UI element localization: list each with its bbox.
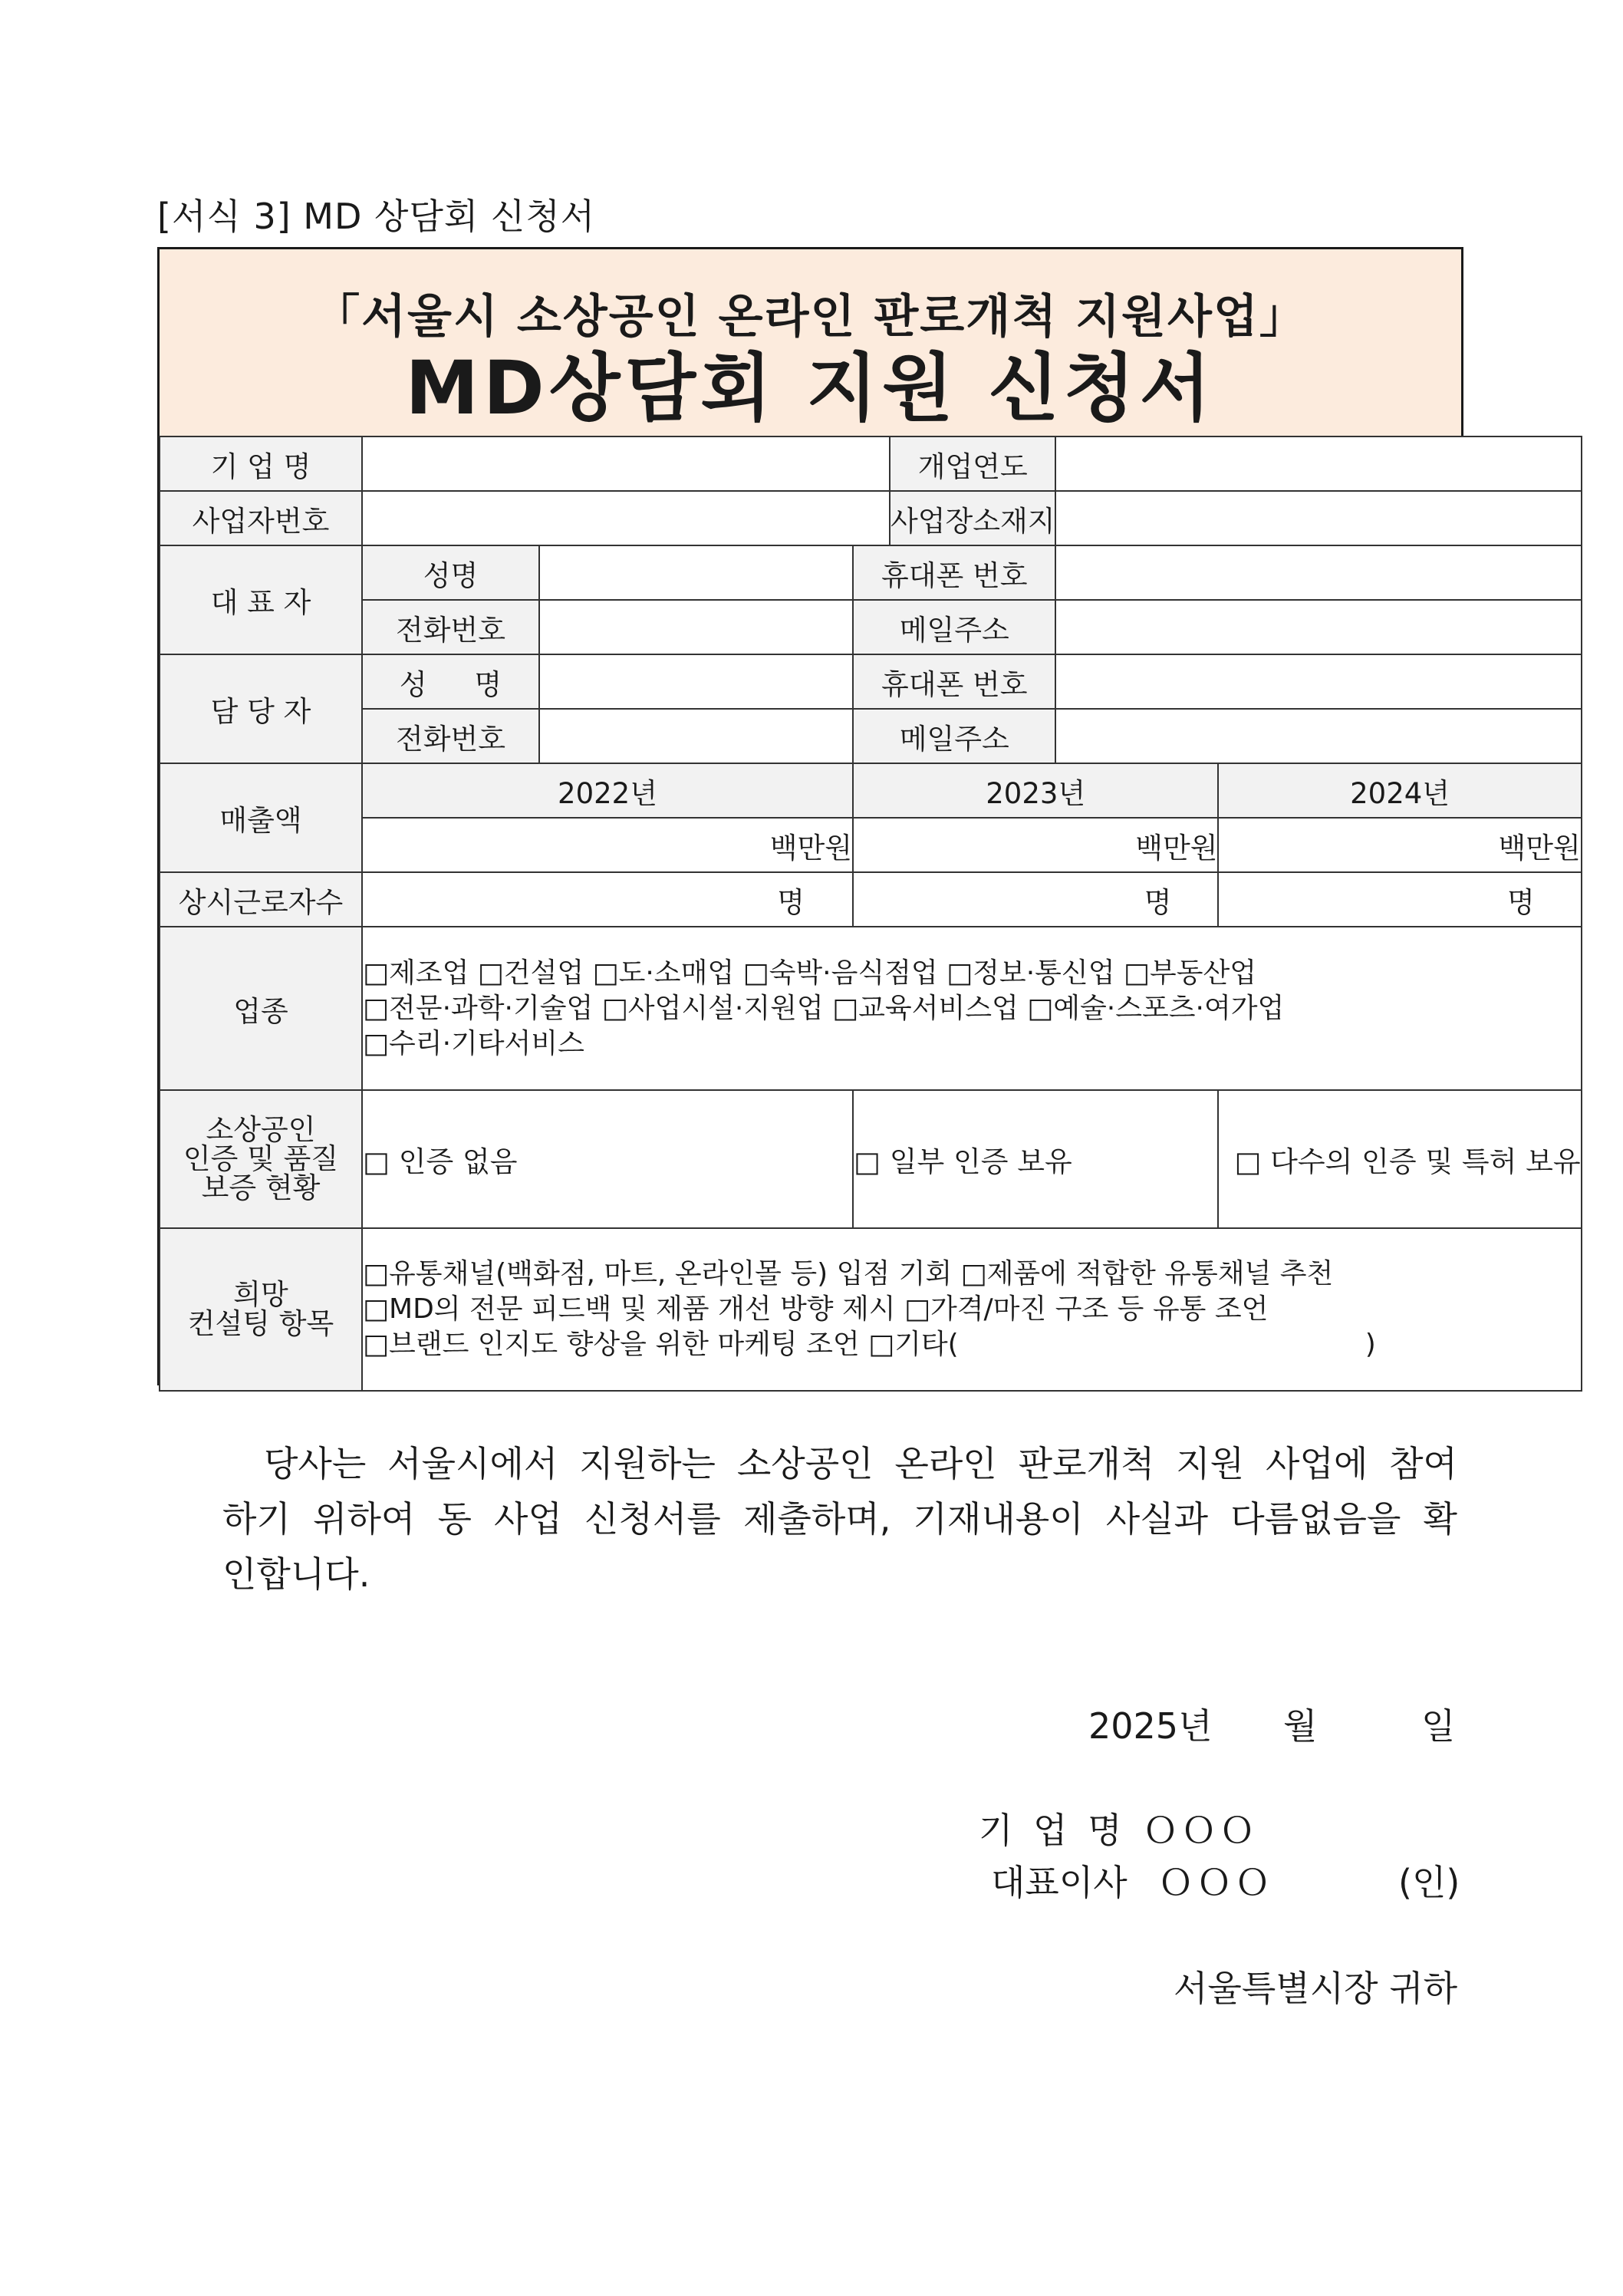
rep-phone-field[interactable] <box>539 600 853 654</box>
sales-2024-field[interactable]: 백만원 <box>1218 818 1581 872</box>
rep-mobile-field[interactable] <box>1055 545 1581 600</box>
certification-label-line: 보증 현황 <box>201 1171 321 1204</box>
sales-2022-field[interactable]: 백만원 <box>362 818 853 872</box>
industry-options[interactable] <box>362 927 1582 1090</box>
industry-options-line[interactable]: □제조업 □건설업 □도·소매업 □숙박·음식점업 □정보·통신업 □부동산업 <box>363 957 1257 989</box>
consulting-options-line[interactable]: □유통채널(백화점, 마트, 온라인몰 등) 입점 기회 □제품에 적합한 유통채널 추천 <box>363 1258 1334 1290</box>
form-label: [서식 3] MD 상담회 신청서 <box>157 196 596 237</box>
date-day: 일 <box>1421 1705 1456 1747</box>
sales-year-2023: 2023년 <box>853 763 1218 818</box>
industry-options-line[interactable]: □수리·기타서비스 <box>363 1027 584 1059</box>
business-reg-no-label: 사업자번호 <box>160 491 362 545</box>
rep-email-label: 메일주소 <box>853 600 1055 654</box>
sales-year-2022: 2022년 <box>362 763 853 818</box>
consulting-label-line: 컨설팅 항목 <box>187 1307 334 1340</box>
rep-mobile-label: 휴대폰 번호 <box>853 545 1055 600</box>
certification-label-line: 인증 및 품질 <box>183 1142 339 1175</box>
application-table <box>159 436 1582 1392</box>
pledge-line: 당사는 서울시에서 지원하는 소상공인 온라인 판로개척 지원 사업에 참여 <box>264 1443 1457 1484</box>
business-location-field[interactable] <box>1055 491 1581 545</box>
rep-name-field[interactable] <box>539 545 853 600</box>
consulting-other-option[interactable]: □브랜드 인지도 향상을 위한 마케팅 조언 □기타( <box>363 1329 959 1360</box>
contact-person-label: 담 당 자 <box>160 654 362 763</box>
sales-2023-field[interactable]: 백만원 <box>853 818 1218 872</box>
recipient: 서울특별시장 귀하 <box>1174 1968 1458 2009</box>
consulting-label <box>160 1228 362 1391</box>
contact-phone-field[interactable] <box>539 709 853 763</box>
signature-ceo-label: 대표이사 <box>991 1862 1128 1903</box>
employees-2024-field[interactable]: 명 <box>1218 872 1581 927</box>
rep-name-label: 성명 <box>362 545 539 600</box>
contact-email-label: 메일주소 <box>853 709 1055 763</box>
form-title: MD상담회 지원 신청서 <box>405 345 1216 431</box>
consulting-options-line[interactable] <box>363 1327 1581 1362</box>
certification-partial-option[interactable]: □ 일부 인증 보유 <box>853 1090 1218 1228</box>
contact-name-field[interactable] <box>539 654 853 709</box>
contact-email-field[interactable] <box>1055 709 1581 763</box>
signature-company-label: 기 업 명 <box>979 1810 1127 1851</box>
date-year: 2025년 <box>1088 1705 1213 1747</box>
contact-mobile-label: 휴대폰 번호 <box>853 654 1055 709</box>
rep-email-field[interactable] <box>1055 600 1581 654</box>
certification-multiple-option[interactable]: □ 다수의 인증 및 특허 보유 <box>1218 1090 1581 1228</box>
sales-label: 매출액 <box>160 763 362 872</box>
founding-year-label: 개업연도 <box>890 436 1055 491</box>
pledge-line: 인합니다. <box>222 1553 370 1595</box>
employees-label: 상시근로자수 <box>160 872 362 927</box>
signature-ceo-value: ＯＯＯ <box>1158 1862 1273 1903</box>
consulting-other-close: ) <box>1365 1329 1376 1360</box>
founding-year-field[interactable] <box>1055 436 1581 491</box>
consulting-options[interactable] <box>362 1228 1582 1391</box>
business-location-label: 사업장소재지 <box>890 491 1055 545</box>
pledge-line: 하기 위하여 동 사업 신청서를 제출하며, 기재내용이 사실과 다름없음을 확 <box>222 1498 1457 1540</box>
certification-label-line: 소상공인 <box>206 1113 316 1146</box>
employees-2023-field[interactable]: 명 <box>853 872 1218 927</box>
program-subtitle: 「서울시 소상공인 온라인 판로개척 지원사업」 <box>314 290 1307 344</box>
consulting-options-line[interactable]: □MD의 전문 피드백 및 제품 개선 방향 제시 □가격/마진 구조 등 유통 조언 <box>363 1293 1269 1325</box>
certification-none-option[interactable]: □ 인증 없음 <box>362 1090 853 1228</box>
contact-phone-label: 전화번호 <box>362 709 539 763</box>
seal-mark: (인) <box>1398 1862 1460 1903</box>
employees-2022-field[interactable]: 명 <box>362 872 853 927</box>
date-month: 월 <box>1283 1705 1318 1747</box>
consulting-label-line: 희망 <box>233 1278 288 1311</box>
sales-year-2024: 2024년 <box>1218 763 1581 818</box>
business-reg-no-field[interactable] <box>362 491 890 545</box>
company-name-field[interactable] <box>362 436 890 491</box>
company-name-label: 기 업 명 <box>160 436 362 491</box>
rep-phone-label: 전화번호 <box>362 600 539 654</box>
contact-name-label: 성 명 <box>362 654 539 709</box>
industry-label: 업종 <box>160 927 362 1090</box>
industry-options-line[interactable]: □전문·과학·기술업 □사업시설·지원업 □교육서비스업 □예술·스포츠·여가업 <box>363 992 1285 1024</box>
signature-company-value: ＯＯＯ <box>1143 1810 1258 1851</box>
certification-label <box>160 1090 362 1228</box>
contact-mobile-field[interactable] <box>1055 654 1581 709</box>
representative-label: 대 표 자 <box>160 545 362 654</box>
